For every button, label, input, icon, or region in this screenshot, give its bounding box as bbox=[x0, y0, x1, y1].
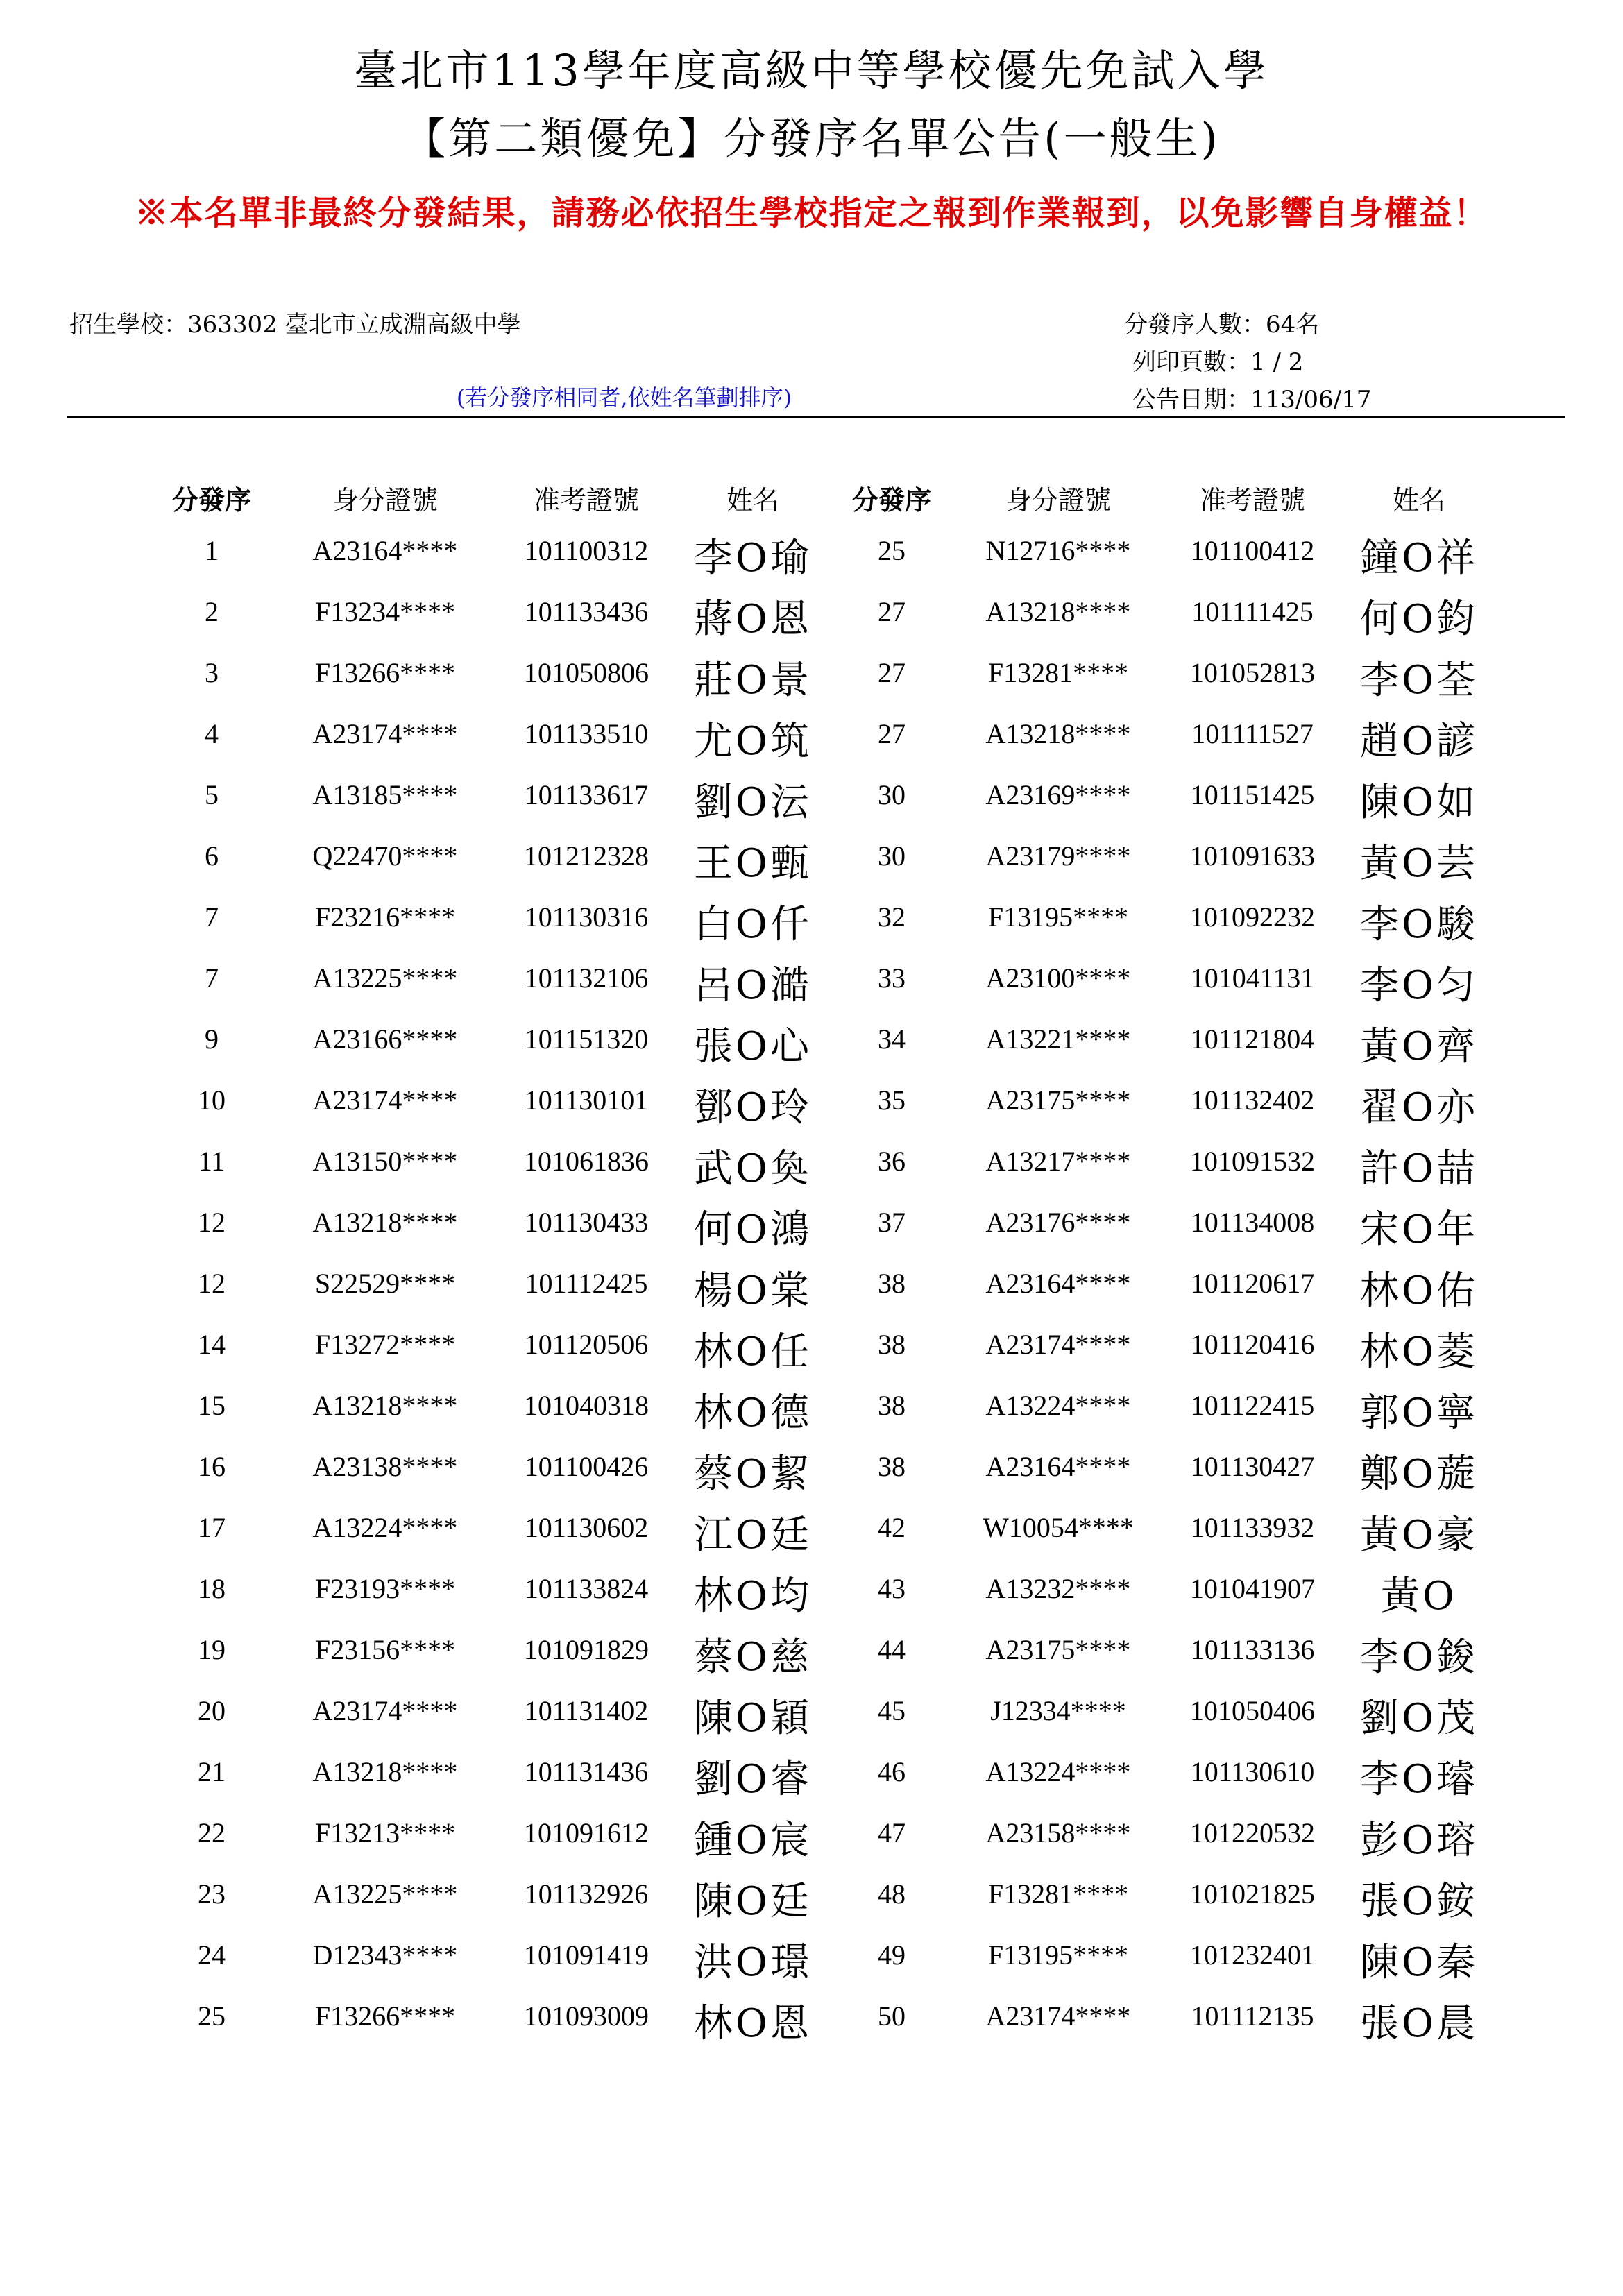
exam-no-cell: 101134008 bbox=[1190, 1207, 1315, 1238]
id-cell: A23164**** bbox=[312, 535, 458, 566]
table-row bbox=[0, 1084, 1623, 1145]
rank-cell: 30 bbox=[878, 840, 906, 871]
rank-cell: 2 bbox=[205, 596, 219, 627]
id-cell: N12716**** bbox=[985, 535, 1131, 566]
exam-no-cell: 101052813 bbox=[1190, 657, 1315, 688]
table-row bbox=[0, 1878, 1623, 1939]
name-cell: 彭O瑢 bbox=[1360, 1818, 1478, 1863]
exam-no-cell: 101133617 bbox=[524, 779, 649, 810]
table-row bbox=[0, 779, 1623, 840]
header-divider bbox=[67, 416, 1565, 418]
column-header: 分發序 bbox=[851, 484, 931, 516]
rank-cell: 50 bbox=[878, 2000, 906, 2032]
page-count: 列印頁數：1 / 2 bbox=[1132, 348, 1304, 376]
placement-table bbox=[0, 479, 1623, 2061]
id-cell: A13218**** bbox=[985, 718, 1131, 749]
rank-cell: 16 bbox=[198, 1451, 226, 1482]
name-cell: 王O甄 bbox=[694, 841, 812, 886]
id-cell: F13213**** bbox=[314, 1817, 456, 1848]
rank-cell: 7 bbox=[205, 962, 219, 994]
name-cell: 李O荃 bbox=[1360, 658, 1478, 703]
id-cell: A13218**** bbox=[312, 1207, 458, 1238]
name-cell: 鍾O宸 bbox=[694, 1818, 812, 1863]
id-cell: A23174**** bbox=[312, 718, 458, 749]
id-cell: A23176**** bbox=[985, 1207, 1131, 1238]
exam-no-cell: 101212328 bbox=[524, 840, 649, 871]
name-cell: 黃O bbox=[1381, 1574, 1457, 1619]
id-cell: D12343**** bbox=[312, 1939, 458, 1971]
rank-cell: 18 bbox=[198, 1573, 226, 1604]
exam-no-cell: 101120506 bbox=[524, 1329, 649, 1360]
exam-no-cell: 101112425 bbox=[525, 1268, 648, 1299]
exam-no-cell: 101131436 bbox=[524, 1756, 649, 1787]
name-cell: 陳O如 bbox=[1360, 780, 1478, 825]
rank-cell: 49 bbox=[878, 1939, 906, 1971]
exam-no-cell: 101151425 bbox=[1190, 779, 1315, 810]
id-cell: A23158**** bbox=[985, 1817, 1131, 1848]
rank-cell: 11 bbox=[198, 1146, 226, 1177]
name-cell: 林O任 bbox=[694, 1329, 812, 1375]
id-cell: A23174**** bbox=[985, 1329, 1131, 1360]
name-cell: 宋O年 bbox=[1360, 1207, 1478, 1252]
id-cell: A13218**** bbox=[312, 1390, 458, 1421]
rank-cell: 17 bbox=[198, 1512, 226, 1543]
table-row bbox=[0, 962, 1623, 1023]
table-row bbox=[0, 595, 1623, 656]
rank-cell: 32 bbox=[878, 901, 906, 933]
rank-cell: 30 bbox=[878, 779, 906, 810]
id-cell: A13224**** bbox=[985, 1756, 1131, 1787]
table-row bbox=[0, 1817, 1623, 1878]
rank-cell: 10 bbox=[198, 1085, 226, 1116]
id-cell: F13272**** bbox=[314, 1329, 456, 1360]
name-cell: 鐘O祥 bbox=[1360, 536, 1478, 581]
rank-cell: 12 bbox=[198, 1207, 226, 1238]
exam-no-cell: 101130610 bbox=[1190, 1756, 1315, 1787]
name-cell: 黃O芸 bbox=[1360, 841, 1478, 886]
name-cell: 翟O亦 bbox=[1360, 1085, 1478, 1130]
rank-cell: 43 bbox=[878, 1573, 906, 1604]
exam-no-cell: 101132926 bbox=[524, 1878, 649, 1910]
table-header bbox=[0, 479, 1623, 534]
exam-no-cell: 101130602 bbox=[524, 1512, 649, 1543]
column-header: 身分證號 bbox=[332, 485, 438, 516]
rank-cell: 25 bbox=[198, 2000, 226, 2032]
exam-no-cell: 101232401 bbox=[1190, 1939, 1315, 1971]
id-cell: A23175**** bbox=[985, 1634, 1131, 1665]
table-row bbox=[0, 1206, 1623, 1267]
name-cell: 李O璿 bbox=[1360, 1757, 1478, 1802]
sort-note: (若分發序相同者,依姓名筆劃排序) bbox=[456, 384, 792, 411]
rank-cell: 44 bbox=[878, 1634, 906, 1665]
rank-cell: 36 bbox=[878, 1146, 906, 1177]
exam-no-cell: 101093009 bbox=[524, 2000, 649, 2032]
exam-no-cell: 101131402 bbox=[524, 1695, 649, 1726]
table-row bbox=[0, 656, 1623, 717]
name-cell: 劉O茂 bbox=[1360, 1696, 1478, 1741]
id-cell: A13224**** bbox=[985, 1390, 1131, 1421]
exam-no-cell: 101112135 bbox=[1191, 2000, 1314, 2032]
table-row bbox=[0, 1939, 1623, 2000]
column-header: 姓名 bbox=[726, 485, 779, 516]
rank-cell: 24 bbox=[198, 1939, 226, 1971]
name-cell: 張O晨 bbox=[1360, 2001, 1478, 2046]
name-cell: 李O駿 bbox=[1360, 902, 1478, 947]
rank-cell: 46 bbox=[878, 1756, 906, 1787]
exam-no-cell: 101040318 bbox=[524, 1390, 649, 1421]
name-cell: 蔡O慈 bbox=[694, 1635, 812, 1680]
name-cell: 鄧O玲 bbox=[694, 1085, 812, 1130]
rank-cell: 38 bbox=[878, 1329, 906, 1360]
rank-cell: 38 bbox=[878, 1268, 906, 1299]
id-cell: A23179**** bbox=[985, 840, 1131, 871]
exam-no-cell: 101091419 bbox=[524, 1939, 649, 1971]
id-cell: A13221**** bbox=[985, 1023, 1131, 1055]
name-cell: 陳O秦 bbox=[1360, 1940, 1478, 1985]
warning-notice: ※本名單非最終分發結果，請務必依招生學校指定之報到作業報到，以免影響自身權益！ bbox=[135, 194, 1488, 232]
exam-no-cell: 101091532 bbox=[1190, 1146, 1315, 1177]
rank-cell: 23 bbox=[198, 1878, 226, 1910]
name-cell: 黃O豪 bbox=[1360, 1513, 1478, 1558]
rank-cell: 7 bbox=[205, 901, 219, 933]
exam-no-cell: 101100312 bbox=[524, 535, 649, 566]
name-cell: 張O心 bbox=[694, 1024, 812, 1069]
rank-cell: 19 bbox=[198, 1634, 226, 1665]
name-cell: 李O匀 bbox=[1360, 963, 1478, 1008]
exam-no-cell: 101132402 bbox=[1190, 1085, 1315, 1116]
exam-no-cell: 101132106 bbox=[524, 962, 649, 994]
rank-cell: 5 bbox=[205, 779, 219, 810]
name-cell: 莊O景 bbox=[694, 658, 812, 703]
exam-no-cell: 101133510 bbox=[524, 718, 649, 749]
name-cell: 蔣O恩 bbox=[694, 597, 812, 642]
id-cell: F23216**** bbox=[314, 901, 456, 933]
name-cell: 何O鴻 bbox=[694, 1207, 812, 1252]
table-row bbox=[0, 1511, 1623, 1572]
column-header: 姓名 bbox=[1392, 485, 1445, 516]
rank-cell: 33 bbox=[878, 962, 906, 994]
rank-cell: 37 bbox=[878, 1207, 906, 1238]
id-cell: Q22470**** bbox=[312, 840, 458, 871]
id-cell: F13195**** bbox=[987, 901, 1129, 933]
rank-cell: 12 bbox=[198, 1268, 226, 1299]
name-cell: 林O佑 bbox=[1360, 1268, 1478, 1313]
exam-no-cell: 101050806 bbox=[524, 657, 649, 688]
column-header: 分發序 bbox=[171, 484, 251, 516]
name-cell: 許O喆 bbox=[1360, 1146, 1478, 1191]
name-cell: 武O奐 bbox=[694, 1146, 812, 1191]
school-info: 招生學校：363302 臺北市立成淵高級中學 bbox=[69, 311, 521, 339]
name-cell: 江O廷 bbox=[694, 1513, 812, 1558]
table-row bbox=[0, 1389, 1623, 1450]
rank-cell: 6 bbox=[205, 840, 219, 871]
name-cell: 林O德 bbox=[694, 1391, 812, 1436]
announce-date: 公告日期：113/06/17 bbox=[1132, 386, 1372, 414]
rank-cell: 42 bbox=[878, 1512, 906, 1543]
rank-cell: 9 bbox=[205, 1023, 219, 1055]
table-row bbox=[0, 1694, 1623, 1755]
id-cell: A13232**** bbox=[985, 1573, 1131, 1604]
exam-no-cell: 101133436 bbox=[524, 596, 649, 627]
name-cell: 林O恩 bbox=[694, 2001, 812, 2046]
name-cell: 林O均 bbox=[694, 1574, 812, 1619]
page-subtitle: 【第二類優免】分發序名單公告(一般生) bbox=[402, 113, 1221, 164]
name-cell: 鄭O蔙 bbox=[1360, 1452, 1478, 1497]
rank-cell: 15 bbox=[198, 1390, 226, 1421]
id-cell: A23174**** bbox=[985, 2000, 1131, 2032]
id-cell: A13224**** bbox=[312, 1512, 458, 1543]
name-cell: 郭O寧 bbox=[1360, 1391, 1478, 1436]
rank-cell: 27 bbox=[878, 718, 906, 749]
table-row bbox=[0, 901, 1623, 962]
exam-no-cell: 101130427 bbox=[1190, 1451, 1315, 1482]
name-cell: 林O菱 bbox=[1360, 1329, 1478, 1375]
page-title: 臺北市113學年度高級中等學校優先免試入學 bbox=[354, 45, 1269, 96]
exam-no-cell: 101021825 bbox=[1190, 1878, 1315, 1910]
placement-count: 分發序人數：64名 bbox=[1124, 311, 1320, 339]
exam-no-cell: 101133932 bbox=[1190, 1512, 1315, 1543]
table-row bbox=[0, 1755, 1623, 1817]
id-cell: A23166**** bbox=[312, 1023, 458, 1055]
exam-no-cell: 101041131 bbox=[1190, 962, 1315, 994]
name-cell: 尤O筑 bbox=[694, 719, 812, 764]
id-cell: A23100**** bbox=[985, 962, 1131, 994]
rank-cell: 35 bbox=[878, 1085, 906, 1116]
name-cell: 蔡O絜 bbox=[694, 1452, 812, 1497]
exam-no-cell: 101091633 bbox=[1190, 840, 1315, 871]
id-cell: A13218**** bbox=[985, 596, 1131, 627]
exam-no-cell: 101111527 bbox=[1191, 718, 1314, 749]
table-row bbox=[0, 1450, 1623, 1511]
name-cell: 呂O澔 bbox=[694, 963, 812, 1008]
rank-cell: 14 bbox=[198, 1329, 226, 1360]
id-cell: F13281**** bbox=[987, 1878, 1129, 1910]
id-cell: A13218**** bbox=[312, 1756, 458, 1787]
table-row bbox=[0, 840, 1623, 901]
rank-cell: 38 bbox=[878, 1390, 906, 1421]
id-cell: J12334**** bbox=[990, 1695, 1126, 1726]
id-cell: F23156**** bbox=[314, 1634, 456, 1665]
id-cell: A23169**** bbox=[985, 779, 1131, 810]
id-cell: A23175**** bbox=[985, 1085, 1131, 1116]
exam-no-cell: 101041907 bbox=[1190, 1573, 1315, 1604]
id-cell: F13195**** bbox=[987, 1939, 1129, 1971]
id-cell: F23193**** bbox=[314, 1573, 456, 1604]
exam-no-cell: 101092232 bbox=[1190, 901, 1315, 933]
table-row bbox=[0, 1267, 1623, 1328]
id-cell: F13266**** bbox=[314, 657, 456, 688]
exam-no-cell: 101100412 bbox=[1190, 535, 1315, 566]
name-cell: 劉O沄 bbox=[694, 780, 812, 825]
rank-cell: 20 bbox=[198, 1695, 226, 1726]
name-cell: 何O鈞 bbox=[1360, 597, 1478, 642]
id-cell: A13217**** bbox=[985, 1146, 1131, 1177]
id-cell: F13266**** bbox=[314, 2000, 456, 2032]
column-header: 准考證號 bbox=[533, 485, 639, 516]
id-cell: A23174**** bbox=[312, 1695, 458, 1726]
table-row bbox=[0, 1328, 1623, 1389]
table-row bbox=[0, 1572, 1623, 1633]
exam-no-cell: 101130101 bbox=[524, 1085, 649, 1116]
table-row bbox=[0, 534, 1623, 595]
id-cell: W10054**** bbox=[983, 1512, 1134, 1543]
name-cell: 李O瑜 bbox=[694, 536, 812, 581]
table-row bbox=[0, 2000, 1623, 2061]
id-cell: F13234**** bbox=[314, 596, 456, 627]
rank-cell: 47 bbox=[878, 1817, 906, 1848]
id-cell: A13225**** bbox=[312, 962, 458, 994]
id-cell: A23164**** bbox=[985, 1451, 1131, 1482]
name-cell: 楊O棠 bbox=[694, 1268, 812, 1313]
id-cell: S22529**** bbox=[314, 1268, 456, 1299]
rank-cell: 45 bbox=[878, 1695, 906, 1726]
name-cell: 白O仟 bbox=[694, 902, 812, 947]
rank-cell: 27 bbox=[878, 657, 906, 688]
exam-no-cell: 101121804 bbox=[1190, 1023, 1315, 1055]
id-cell: A23138**** bbox=[312, 1451, 458, 1482]
table-row bbox=[0, 1633, 1623, 1694]
exam-no-cell: 101061836 bbox=[524, 1146, 649, 1177]
id-cell: F13281**** bbox=[987, 657, 1129, 688]
rank-cell: 25 bbox=[878, 535, 906, 566]
rank-cell: 27 bbox=[878, 596, 906, 627]
name-cell: 洪O璟 bbox=[694, 1940, 812, 1985]
rank-cell: 21 bbox=[198, 1756, 226, 1787]
rank-cell: 3 bbox=[205, 657, 219, 688]
name-cell: 趙O諺 bbox=[1360, 719, 1478, 764]
rank-cell: 1 bbox=[205, 535, 219, 566]
exam-no-cell: 101220532 bbox=[1190, 1817, 1315, 1848]
exam-no-cell: 101091829 bbox=[524, 1634, 649, 1665]
exam-no-cell: 101100426 bbox=[524, 1451, 649, 1482]
name-cell: 陳O廷 bbox=[694, 1879, 812, 1924]
id-cell: A23164**** bbox=[985, 1268, 1131, 1299]
name-cell: 陳O穎 bbox=[694, 1696, 812, 1741]
column-header: 准考證號 bbox=[1199, 485, 1305, 516]
exam-no-cell: 101111425 bbox=[1191, 596, 1314, 627]
exam-no-cell: 101122415 bbox=[1190, 1390, 1315, 1421]
id-cell: A13185**** bbox=[312, 779, 458, 810]
table-row bbox=[0, 1145, 1623, 1206]
exam-no-cell: 101151320 bbox=[524, 1023, 649, 1055]
rank-cell: 48 bbox=[878, 1878, 906, 1910]
table-row bbox=[0, 717, 1623, 779]
exam-no-cell: 101050406 bbox=[1190, 1695, 1315, 1726]
name-cell: 張O銨 bbox=[1360, 1879, 1478, 1924]
exam-no-cell: 101130433 bbox=[524, 1207, 649, 1238]
id-cell: A13150**** bbox=[312, 1146, 458, 1177]
rank-cell: 38 bbox=[878, 1451, 906, 1482]
table-row bbox=[0, 1023, 1623, 1084]
rank-cell: 34 bbox=[878, 1023, 906, 1055]
exam-no-cell: 101130316 bbox=[524, 901, 649, 933]
name-cell: 劉O睿 bbox=[694, 1757, 812, 1802]
exam-no-cell: 101120617 bbox=[1190, 1268, 1315, 1299]
rank-cell: 22 bbox=[198, 1817, 226, 1848]
id-cell: A13225**** bbox=[312, 1878, 458, 1910]
id-cell: A23174**** bbox=[312, 1085, 458, 1116]
exam-no-cell: 101091612 bbox=[524, 1817, 649, 1848]
exam-no-cell: 101133136 bbox=[1190, 1634, 1315, 1665]
exam-no-cell: 101133824 bbox=[524, 1573, 649, 1604]
exam-no-cell: 101120416 bbox=[1190, 1329, 1315, 1360]
column-header: 身分證號 bbox=[1005, 485, 1111, 516]
rank-cell: 4 bbox=[205, 718, 219, 749]
name-cell: 李O鋑 bbox=[1360, 1635, 1478, 1680]
name-cell: 黃O齊 bbox=[1360, 1024, 1478, 1069]
